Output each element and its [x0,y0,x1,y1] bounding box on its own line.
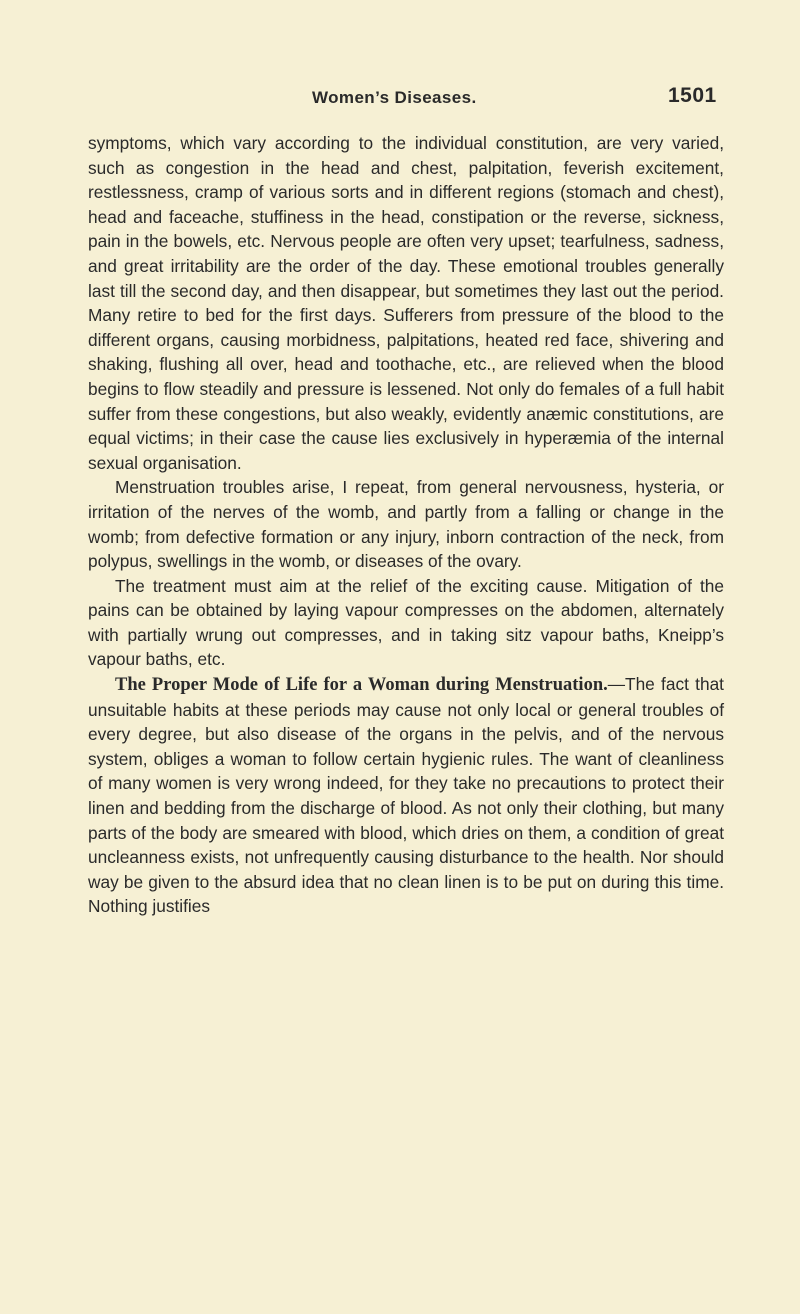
body-text [88,131,724,919]
paragraph-symptoms: symptoms, which vary according to the individual constitution, are very varied, such as congestion in the head and chest, palpitation, feverish excitement, restlessness, cramp of various sorts and in different regions (stomach and chest), head and faceache, stuffiness in the head, constipation or the reverse, sickness, pain in the bowels, etc. Nervous people are often very upset; tearfulness, sadness, and great irritability are the order of the day. These emotional troubles generally last till the second day, and then disappear, but sometimes they last out the period. Many retire to bed for the first days. Sufferers from pressure of the blood to the different organs, causing morbidness, palpitations, heated red face, shivering and shaking, flushing all over, head and toothache, etc., are relieved when the blood begins to flow steadily and pressure is lessened. Not only do females of a full habit suffer from these congestions, but also weakly, evidently anæmic constitutions, are equal victims; in their case the cause lies exclusively in hyperæmia of the internal sexual organisation. [88,133,724,473]
page-number: 1501 [668,84,717,107]
running-title: Women’s Diseases. [312,88,477,107]
section-body: —The fact that unsuitable habits at these periods may cause not only local or general troubles of every degree, but also disease of the organs in the pelvis, and of the nervous system, obliges a woman to follow certain hygienic rules. The want of cleanliness of many women is very wrong indeed, for they take no precautions to protect their linen and bedding from the discharge of blood. As not only their clothing, but many parts of the body are smeared with blood, which dries on them, a condition of great uncleanness exists, not unfrequently causing disturbance to the health. Nor should way be given to the absurd idea that no clean linen is to be put on during this time. Nothing justifies [88,674,724,917]
paragraph-proper-mode [88,672,724,919]
running-head [0,84,800,112]
paragraph-menstruation-troubles: Menstruation troubles arise, I repeat, from general nervousness, hysteria, or irritation of the nerves of the womb, and partly from a falling or change in the womb; from defective formation or any injury, inborn contraction of the neck, from polypus, swellings in the womb, or diseases of the ovary. [88,477,724,572]
section-heading: The Proper Mode of Life for a Woman during Menstruation. [115,675,608,696]
paragraph-treatment: The treatment must aim at the relief of the exciting cause. Mitigation of the pains can be obtained by laying vapour compresses on the abdomen, alternately with partially wrung out compresses, and in taking sitz vapour baths, Kneipp’s vapour baths, etc. [88,575,724,670]
